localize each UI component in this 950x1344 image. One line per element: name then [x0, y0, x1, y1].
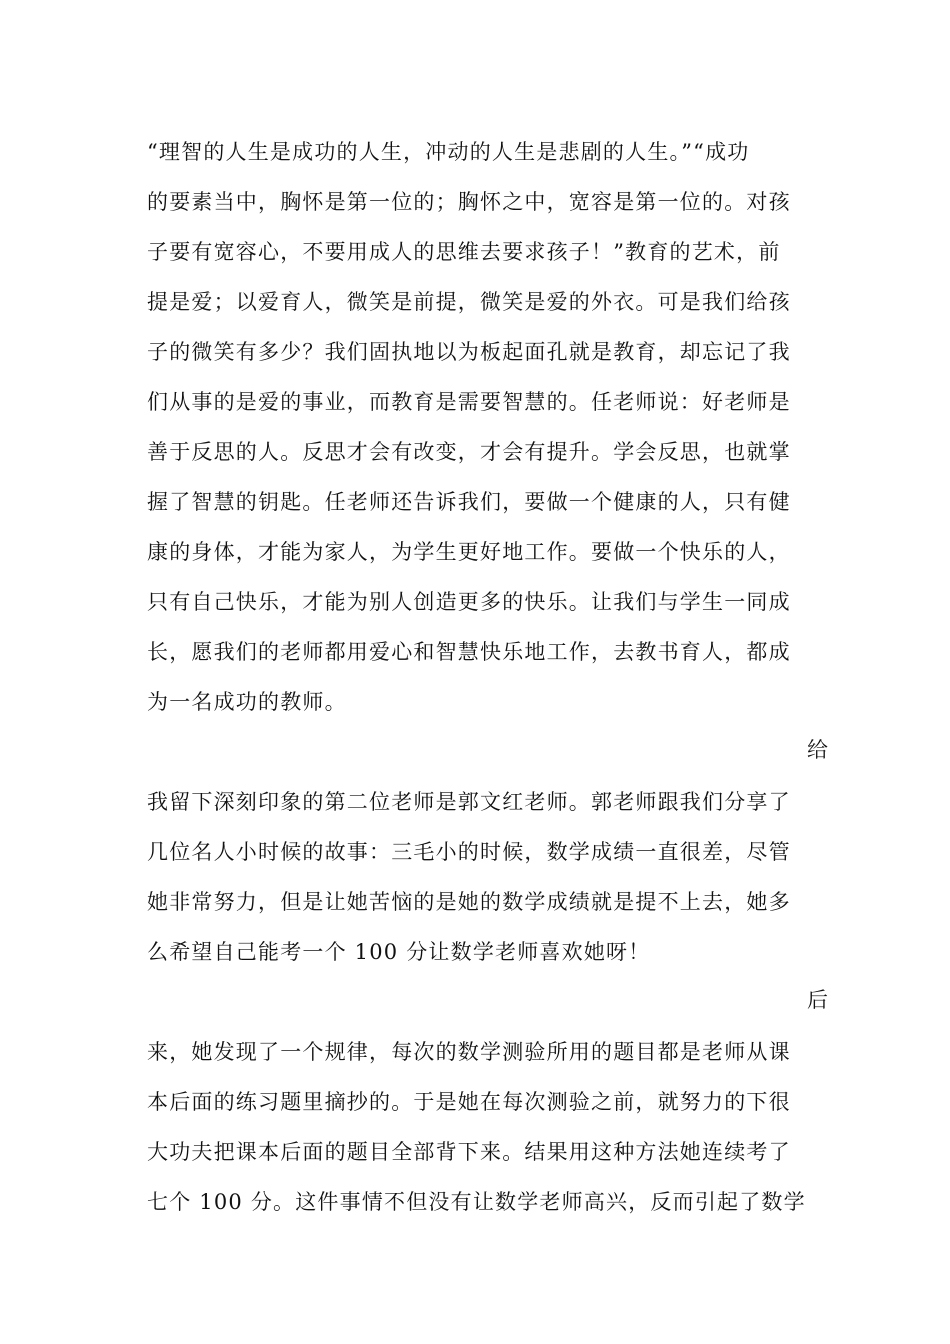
text-line: 几位名人小时候的故事：三毛小的时候，数学成绩一直很差，尽管 — [147, 840, 791, 864]
text-line: 只有自己快乐，才能为别人创造更多的快乐。让我们与学生一同成 — [147, 590, 791, 614]
text-line: 们从事的是爱的事业，而教育是需要智慧的。任老师说：好老师是 — [147, 390, 791, 414]
text-line: 子要有宽容心，不要用成人的思维去要求孩子！”教育的艺术，前 — [147, 240, 781, 264]
text-line: 提是爱；以爱育人，微笑是前提，微笑是爱的外衣。可是我们给孩 — [147, 290, 791, 314]
text-line: 康的身体，才能为家人，为学生更好地工作。要做一个快乐的人， — [147, 540, 791, 564]
text-line: 大功夫把课本后面的题目全部背下来。结果用这种方法她连续考了 — [147, 1140, 791, 1164]
text-line: “理智的人生是成功的人生，冲动的人生是悲剧的人生。”“成功 — [147, 140, 750, 164]
text-line: 子的微笑有多少？我们固执地以为板起面孔就是教育，却忘记了我 — [147, 340, 791, 364]
paragraph-start-char: 后 — [807, 988, 828, 1012]
text-line: 善于反思的人。反思才会有改变，才会有提升。学会反思，也就掌 — [147, 440, 791, 464]
text-line: 的要素当中，胸怀是第一位的；胸怀之中，宽容是第一位的。对孩 — [147, 190, 791, 214]
text-line: 本后面的练习题里摘抄的。于是她在每次测验之前，就努力的下很 — [147, 1090, 791, 1114]
text-line: 为一名成功的教师。 — [147, 690, 347, 714]
text-line: 她非常努力，但是让她苦恼的是她的数学成绩就是提不上去，她多 — [147, 890, 791, 914]
text-line: 么希望自己能考一个 100 分让数学老师喜欢她呀！ — [147, 940, 651, 964]
paragraph-start-char: 给 — [807, 738, 828, 762]
text-line: 七个 100 分。这件事情不但没有让数学老师高兴，反而引起了数学 — [147, 1190, 806, 1214]
text-line: 长，愿我们的老师都用爱心和智慧快乐地工作，去教书育人，都成 — [147, 640, 791, 664]
text-line: 来，她发现了一个规律，每次的数学测验所用的题目都是老师从课 — [147, 1040, 791, 1064]
text-line: 握了智慧的钥匙。任老师还告诉我们，要做一个健康的人，只有健 — [147, 490, 791, 514]
text-line: 我留下深刻印象的第二位老师是郭文红老师。郭老师跟我们分享了 — [147, 790, 791, 814]
